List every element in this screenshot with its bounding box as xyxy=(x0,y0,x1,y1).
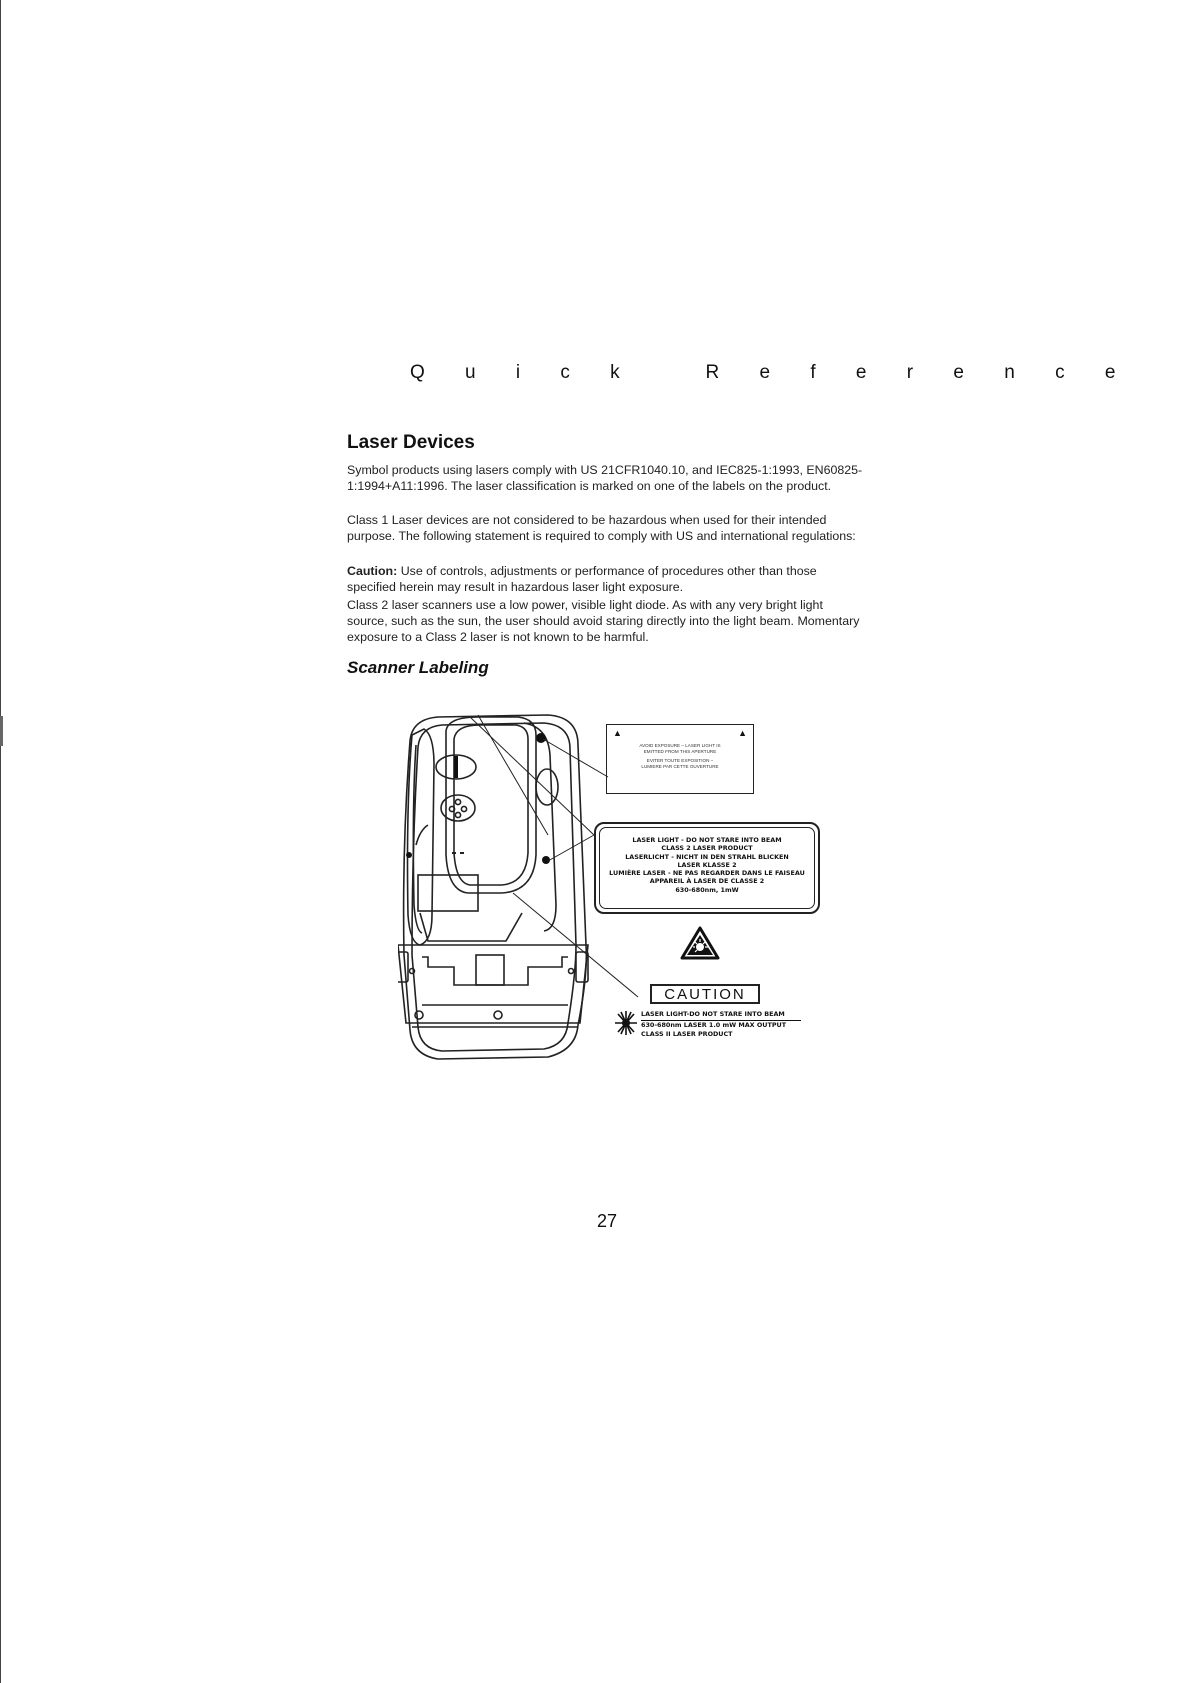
section-title: Laser Devices xyxy=(347,432,475,453)
page-number: 27 xyxy=(597,1211,618,1231)
paragraph-class2: Class 2 laser scanners use a low power, visible light diode. As with any very bright light source, such as the sun, the user should avoid staring directly into the light beam. Momentary exposure to a Class 2 laser is not known to be harmful. xyxy=(347,598,860,644)
aperture-label-line: AVOID EXPOSURE – LASER LIGHT IS xyxy=(639,743,721,748)
laser-warning-icon xyxy=(680,926,720,965)
aperture-label-line: EMITTED FROM THIS APERTURE xyxy=(643,749,717,754)
class2-label-line: APPAREIL À LASER DE CLASSE 2 xyxy=(649,877,765,886)
page-edge-line xyxy=(0,0,1,1683)
caution-label-line: 630-680nm LASER 1.0 mW MAX OUTPUT xyxy=(641,1020,787,1029)
class2-product-label xyxy=(594,822,820,914)
class2-label-line: LASER LIGHT - DO NOT STARE INTO BEAM xyxy=(632,836,782,844)
caution-body: Use of controls, adjustments or performance of procedures other than those specified herein may result in hazardous laser light exposure. xyxy=(347,564,817,594)
running-head: Q u i c k R e f e r e n c e xyxy=(410,362,1133,383)
caution-label-title: CAUTION xyxy=(650,984,760,1004)
paragraph-caution xyxy=(347,563,863,595)
subsection-title: Scanner Labeling xyxy=(347,658,489,677)
warning-triangle-icon: ▲ xyxy=(613,728,622,738)
paragraph-compliance: Symbol products using lasers comply with US 21CFR1040.10, and IEC825-1:1993, EN60825-1:1994+A11:1996. The laser classification is marked on one of the labels on the product. xyxy=(347,463,863,493)
page-edge-mark xyxy=(0,716,3,746)
class2-label-line: CLASS 2 LASER PRODUCT xyxy=(661,844,753,853)
laser-starburst-icon xyxy=(614,1010,638,1041)
aperture-label-line: LUMIERE PAR CETTE OUVERTURE xyxy=(641,764,719,769)
warning-triangle-icon: ▲ xyxy=(738,728,747,738)
caution-lead: Caution: xyxy=(347,564,398,578)
class2-label-line: LASERLICHT - NICHT IN DEN STRAHL BLICKEN xyxy=(625,852,789,861)
aperture-label-line: EVITER TOUTE EXPOSITION – xyxy=(646,758,714,763)
class2-label-line: LUMIÈRE LASER - NE PAS REGARDER DANS LE FAISEAU xyxy=(609,869,805,878)
caution-label-line: LASER LIGHT-DO NOT STARE INTO BEAM xyxy=(641,1010,801,1021)
aperture-warning-label xyxy=(606,724,754,794)
class2-label-line: 630-680nm, 1mW xyxy=(675,885,739,894)
caution-label-line: CLASS II LASER PRODUCT xyxy=(641,1030,733,1038)
class2-label-line: LASER KLASSE 2 xyxy=(677,860,737,869)
paragraph-class1: Class 1 Laser devices are not considered to be hazardous when used for their intended purpose. The following statement is required to comply with US and international regulations: xyxy=(347,513,856,543)
caution-label-text xyxy=(641,1010,801,1040)
